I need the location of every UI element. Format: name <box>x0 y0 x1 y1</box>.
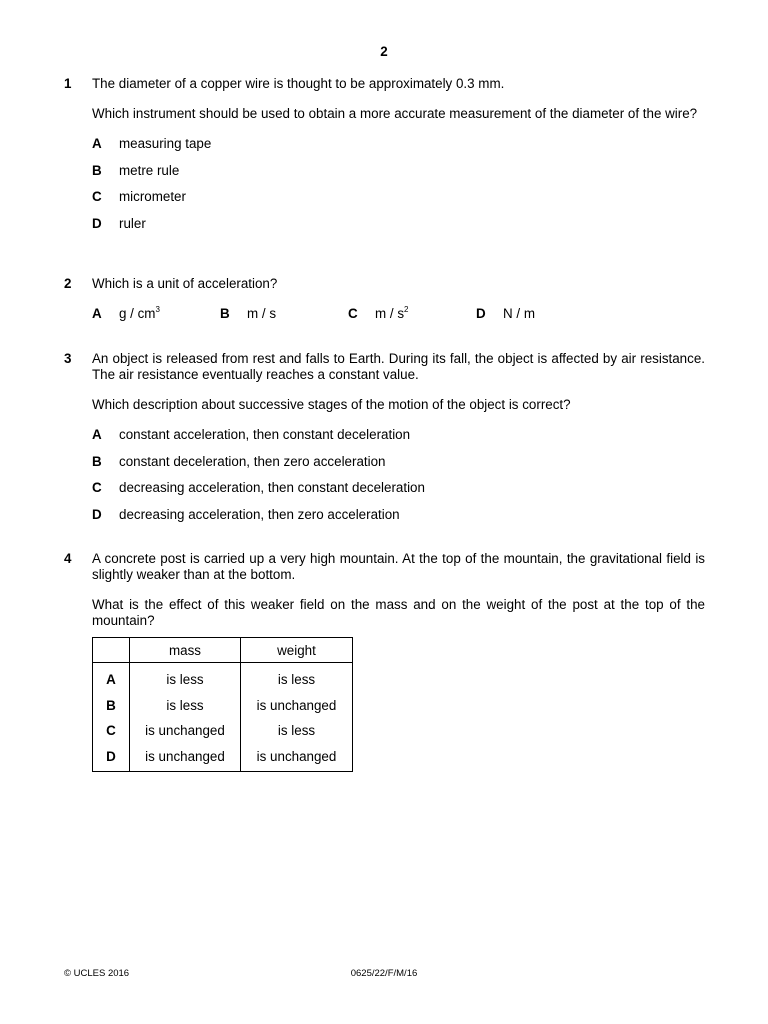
option-text: N / m <box>503 306 535 321</box>
option-text: ruler <box>119 215 146 231</box>
option-a[interactable] <box>92 306 220 322</box>
question-number: 1 <box>64 76 72 91</box>
option-text: decreasing acceleration, then constant deceleration <box>119 480 425 495</box>
option-letter: B <box>220 306 230 321</box>
question-stem: Which description about successive stages of the motion of the object is correct? <box>92 397 571 412</box>
table-header-row <box>93 638 352 663</box>
question-stem: Which is a unit of acceleration? <box>92 276 278 291</box>
option-text: constant deceleration, then zero acceleration <box>119 453 386 469</box>
option-b[interactable] <box>92 163 705 190</box>
table-row[interactable] <box>93 663 352 693</box>
option-text: metre rule <box>119 162 180 178</box>
option-text: micrometer <box>119 189 186 204</box>
question-2 <box>64 276 705 322</box>
option-text: decreasing acceleration, then zero acceleration <box>119 506 400 522</box>
mass-cell: is less <box>130 663 241 693</box>
mass-cell: is unchanged <box>130 718 241 744</box>
option-d[interactable] <box>476 306 604 322</box>
option-a[interactable] <box>92 427 705 454</box>
weight-cell: is less <box>277 672 316 688</box>
option-a[interactable] <box>92 136 705 163</box>
option-c[interactable] <box>92 480 705 507</box>
question-stem: The diameter of a copper wire is thought to be approximately 0.3 mm. <box>92 76 505 91</box>
question-stem: Which instrument should be used to obtain a more accurate measurement of the diameter of the wire? <box>92 106 698 121</box>
row-letter: D <box>93 744 130 772</box>
footer-copyright: © UCLES 2016 <box>64 968 130 979</box>
answer-table <box>92 637 353 772</box>
table-header-blank <box>93 638 130 663</box>
option-letter: B <box>92 453 102 469</box>
row-letter: C <box>93 718 130 744</box>
table-row[interactable] <box>93 693 352 719</box>
weight-cell: is less <box>277 723 316 739</box>
table-row[interactable] <box>93 744 352 772</box>
option-text: measuring tape <box>119 136 212 151</box>
question-stem: What is the effect of this weaker field on the mass and on the weight of the post at the top of the mountain? <box>92 597 705 628</box>
question-4 <box>64 551 705 775</box>
option-letter: C <box>92 480 102 495</box>
question-stem: An object is released from rest and falls to Earth. During its fall, the object is affected by air resistance. The air resistance eventually reaches a constant value. <box>92 351 705 382</box>
option-c[interactable] <box>348 306 476 322</box>
row-letter: B <box>93 693 130 719</box>
option-letter: B <box>92 162 102 178</box>
weight-cell: is unchanged <box>256 697 337 713</box>
question-number: 2 <box>64 276 72 291</box>
table-row[interactable] <box>93 718 352 744</box>
question-stem: A concrete post is carried up a very high mountain. At the top of the mountain, the gravitational field is slightly weaker than at the bottom. <box>92 551 705 582</box>
option-letter: C <box>92 189 102 204</box>
option-letter: A <box>92 306 102 321</box>
option-letter: D <box>92 215 102 231</box>
option-d[interactable] <box>92 216 705 243</box>
option-letter: D <box>476 306 486 321</box>
question-number: 3 <box>64 351 72 366</box>
option-b[interactable] <box>92 454 705 481</box>
weight-cell: is unchanged <box>256 748 337 764</box>
question-number: 4 <box>64 551 72 566</box>
table-header-weight: weight <box>241 638 353 663</box>
row-letter: A <box>93 663 130 693</box>
table-header-mass: mass <box>130 638 241 663</box>
option-letter: D <box>92 506 102 522</box>
option-text: m / s <box>247 306 277 321</box>
option-letter: A <box>92 427 102 442</box>
option-letter: C <box>348 306 358 321</box>
option-text: g / $cm^3$ <box>119 304 160 321</box>
option-b[interactable] <box>220 306 348 322</box>
option-c[interactable] <box>92 189 705 216</box>
option-text: m / $s^2$ <box>375 304 409 321</box>
option-d[interactable] <box>92 507 705 534</box>
question-3 <box>64 351 705 533</box>
option-letter: A <box>92 136 102 151</box>
mass-cell: is less <box>130 693 241 719</box>
question-1 <box>64 76 705 242</box>
mass-cell: is unchanged <box>130 744 241 772</box>
option-text: constant acceleration, then constant deceleration <box>119 427 411 442</box>
page-number: 2 <box>380 44 388 59</box>
footer-code: 0625/22/F/M/16 <box>350 968 418 979</box>
options-row <box>92 306 705 322</box>
